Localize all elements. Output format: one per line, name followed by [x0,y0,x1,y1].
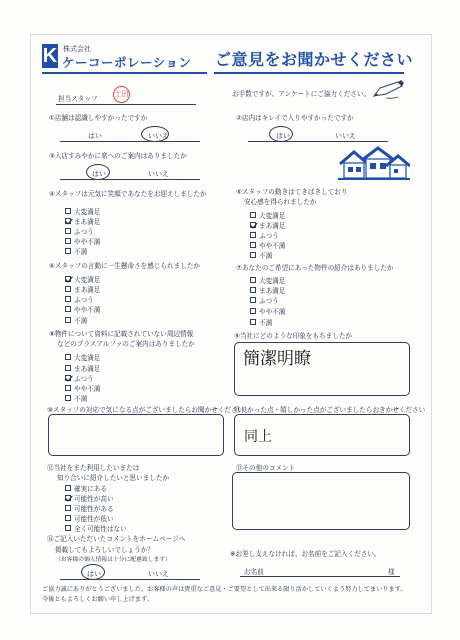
pen-icon [372,78,406,100]
q5-checkbox[interactable] [250,232,256,238]
q4-checkbox-checked[interactable] [65,218,71,224]
q1-line [60,141,200,142]
q3-yes[interactable]: はい [92,170,106,178]
q8-checkbox[interactable] [65,354,71,360]
q12-option[interactable]: 全く可能性はない [65,523,127,533]
q12-checkbox[interactable] [65,525,71,531]
q4-text: ④スタッフは元気に笑顔であなたをお迎えしましたか [49,190,207,198]
q7-option[interactable]: やや不満 [250,306,285,316]
q1-selected-circle [141,126,169,142]
q6-option[interactable]: 不満 [65,315,87,325]
q8-checkbox[interactable] [65,395,71,401]
q4-checkbox[interactable] [65,238,71,244]
q14-text-2: 掲載してもよろしいでしょうか？ [55,546,154,554]
q9-text: ⑨当社にどのような印象をもちましたか [234,332,353,340]
q8-text-2: などのプラスアルファのご案内はありましたか [57,340,195,348]
q5-text-2: 安心感を得られましたか [244,198,317,206]
q8-text-1: ⑧物件について資料に記載されていない周辺情報 [49,330,194,338]
q6-text: ⑥スタッフの言動に一生懸命さを感じられましたか [49,262,200,270]
q12-text-2: 知り合いに紹介したいと思いましたか [57,474,170,482]
q14-text-1: ⑭ご記入いただいたコメントをホームページへ [47,535,186,543]
q5-option[interactable]: 大変満足 [250,210,285,220]
q6-option[interactable]: やや不満 [65,304,100,314]
q7-checkbox[interactable] [250,297,256,303]
q8-checkbox-checked[interactable] [65,375,71,381]
q3-selected-circle [86,164,110,180]
q8-option[interactable]: ふつう [65,373,94,383]
page-title: ご意見をお聞かせください [215,50,414,69]
staff-line [56,104,196,105]
q12-text-1: ⑫当社をまた利用したいまたは [47,464,140,472]
q1-yes[interactable]: はい [88,132,102,140]
q6-option[interactable]: 大変満足 [65,274,100,284]
q2-yes[interactable]: はい [276,132,290,140]
q5-checkbox-checked[interactable] [250,222,256,228]
q11-text: ⑪良かった点・嬉しかった点がございましたらおきかせください [234,406,426,414]
q8-option[interactable]: 不満 [65,393,87,403]
q1-text: ①店舗は認識しやすかったですか [49,114,148,122]
header-rule [42,72,207,74]
q5-option[interactable]: まあ満足 [250,220,285,230]
q10-text: ⑩スタッフの対応で気になる点がございましたらお聞かせください [47,406,245,414]
q5-checkbox[interactable] [250,212,256,218]
q6-checkbox[interactable] [65,306,71,312]
q7-checkbox[interactable] [250,277,256,283]
q4-checkbox[interactable] [65,248,71,254]
staff-label: 担当スタッフ [58,95,98,103]
q3-text: ③入店すみやかに席へのご案内はありましたか [49,152,187,160]
q6-option[interactable]: ふつう [65,294,94,304]
footer-line-1: ご協力誠にありがとうございました。お客様の声は貴重なご意見・ご要望として出来る限り活かしていくよう努力してまいります。 [42,586,407,593]
q6-checkbox[interactable] [65,286,71,292]
q11-answer: 同上 [244,429,272,445]
q8-option[interactable]: 大変満足 [65,352,100,362]
q6-checkbox-checked[interactable] [65,276,71,282]
q12-checkbox[interactable] [65,485,71,491]
q14-selected-circle [81,564,105,580]
q12-checkbox-checked[interactable] [65,495,71,501]
q5-text-1: ⑤スタッフの動きはてきぱきしており [236,188,348,196]
q7-checkbox[interactable] [250,287,256,293]
q8-option[interactable]: まあ満足 [65,363,100,373]
q6-option[interactable]: まあ満足 [65,284,100,294]
house-icon [338,146,410,180]
q6-checkbox[interactable] [65,317,71,323]
q8-option[interactable]: やや不満 [65,383,100,393]
name-input-line[interactable] [240,576,400,577]
q10-answer-box[interactable] [48,414,224,456]
q8-checkbox[interactable] [65,365,71,371]
name-label: お名前 [244,568,264,576]
q4-option[interactable]: 不満 [65,246,87,256]
q5-option[interactable]: 不満 [250,250,272,260]
q5-option[interactable]: やや不満 [250,240,285,250]
q4-checkbox[interactable] [65,228,71,234]
q2-no[interactable]: いいえ [335,132,356,140]
q4-option[interactable]: 大変満足 [65,206,100,216]
q3-no[interactable]: いいえ [148,170,169,178]
q4-checkbox[interactable] [65,208,71,214]
company-type: 株式会社 [63,45,91,53]
q6-checkbox[interactable] [65,296,71,302]
q12-option[interactable]: 可能性が高い [65,493,114,503]
q14-no[interactable]: いいえ [148,570,169,578]
q2-text: ②店内はキレイで入りやすかったですか [236,114,354,122]
q7-text: ⑦あなたのご希望にあった物件の紹介はありましたか [236,264,394,272]
q13-answer-box[interactable] [232,472,410,530]
q2-selected-circle [269,126,293,142]
name-suffix: 様 [388,568,395,576]
q7-option[interactable]: 大変満足 [250,275,285,285]
q3-line [60,179,200,180]
q13-text: ⑬その他のコメント [236,464,296,472]
q14-text-3: （お客様の個人情報は十分に配慮致します） [55,557,171,563]
footer-line-2: 今後ともよろしくお願い申し上げます。 [42,596,153,603]
intro-text: お手数ですが、アンケートにご協力ください。 [232,90,371,98]
q12-checkbox[interactable] [65,515,71,521]
q7-checkbox[interactable] [250,308,256,314]
company-logo: K [42,45,58,67]
name-prompt: ※お差し支えなければ、お名前をご記入ください。 [230,550,381,558]
title-rule [214,72,404,74]
q7-option[interactable]: 不満 [250,317,272,327]
q5-checkbox[interactable] [250,242,256,248]
q14-line [60,579,200,580]
q7-option[interactable]: まあ満足 [250,285,285,295]
q9-answer: 簡潔明瞭 [243,349,311,369]
q12-option[interactable]: 確実にある [65,483,107,493]
q4-option[interactable]: やや不満 [65,236,100,246]
q7-checkbox[interactable] [250,319,256,325]
q12-option[interactable]: 可能性がある [65,503,114,513]
q5-option[interactable]: ふつう [250,230,279,240]
q2-line [248,141,388,142]
q8-checkbox[interactable] [65,385,71,391]
q14-yes[interactable]: はい [87,570,101,578]
q4-option[interactable]: ふつう [65,226,94,236]
q4-option[interactable]: まあ満足 [65,216,100,226]
q12-option[interactable]: 可能性が低い [65,513,114,523]
staff-stamp: 土田 [113,86,130,103]
q1-no[interactable]: いいえ [148,132,169,140]
q12-checkbox[interactable] [65,505,71,511]
company-name: ケーコーポレーション [62,55,192,70]
q7-option[interactable]: ふつう [250,295,279,305]
q5-checkbox[interactable] [250,252,256,258]
